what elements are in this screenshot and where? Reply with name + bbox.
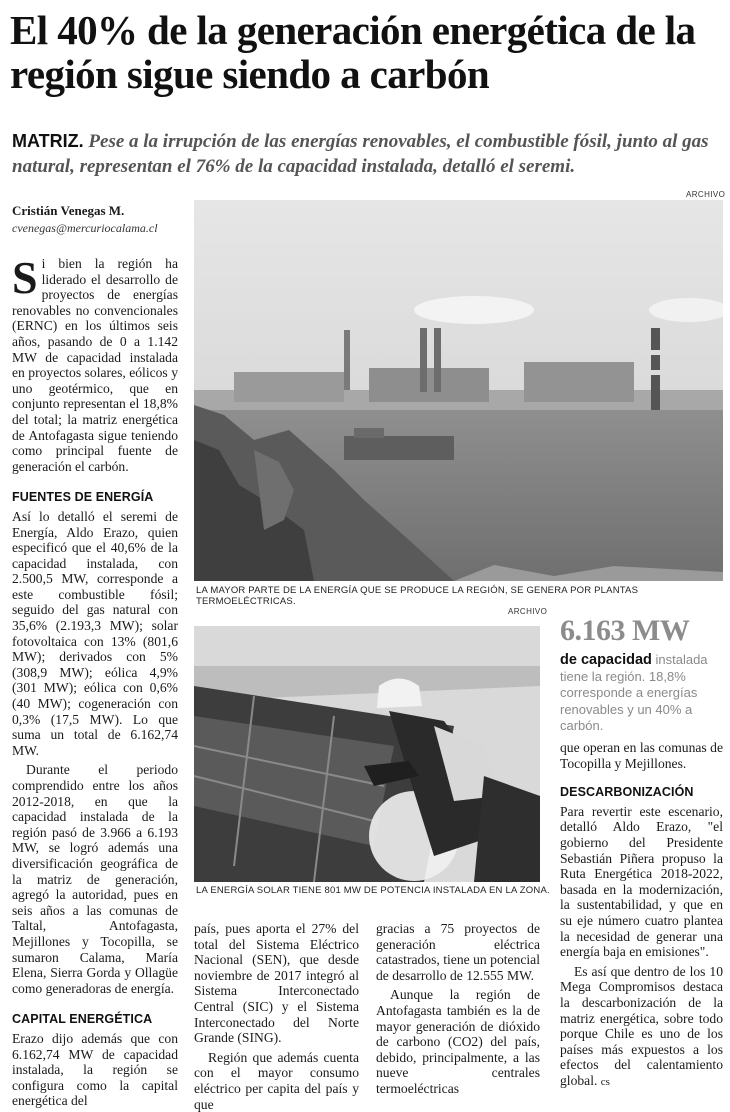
column-3 <box>376 921 540 1097</box>
stat-number: 6.163 MW <box>560 614 690 647</box>
photo1-caption: LA MAYOR PARTE DE LA ENERGÍA QUE SE PRODUCE LA REGIÓN, SE GENERA POR PLANTAS TERMOELÉCTRICAS. <box>196 585 639 607</box>
subhead-capital: CAPITAL ENERGÉTICA <box>12 1012 153 1027</box>
photo-solar-worker <box>194 626 540 882</box>
paragraph: Erazo dijo además que con 6.162,74 MW de capacidad instalada, la región se configura como la capital energética del <box>12 1030 178 1109</box>
power-plant-image <box>194 200 723 581</box>
photo2-caption: LA ENERGÍA SOLAR TIENE 801 MW DE POTENCIA INSTALADA EN LA ZONA. <box>196 885 550 896</box>
photo1-credit: ARCHIVO <box>686 190 726 199</box>
paragraph: Es así que dentro de los 10 Mega Compromisos destaca la descarbonización de la matriz energética, sobre todo porque Chile es uno de los países más expuestos a los efectos del calentamiento global. cs <box>560 963 723 1088</box>
subhead-fuentes: FUENTES DE ENERGÍA <box>12 490 154 505</box>
paragraph: Así lo detalló el seremi de Energía, Aldo Erazo, quien especificó que el 40,6% de la capacidad instalada, con 2.500,5 MW, corresponde a este combustible fósil; seguido del gas natural con 35,6% (2.193,3 MW); solar fotovoltaica con 13% (801,6 MW); derivados con 5% (308,9 MW); eólica 4,9% (301 MW); eólica con 0,6% (40 MW); cogeneración con 0,3% (17,5 MW). Lo que suma un total de 6.162,74 MW. <box>12 508 178 758</box>
photo2-credit: ARCHIVO <box>508 607 548 616</box>
byline-author: Cristián Venegas M. <box>12 203 125 218</box>
paragraph: Para revertir este escenario, detalló Aldo Erazo, "el gobierno del Presidente Sebastián Piñera propuso la Ruta Energética 2018-2022, basada en la modernización, la sustentabilidad, y que en su eje número cuatro plantea la necesidad de generar una energía baja en emisiones". <box>560 803 723 960</box>
headline: El 40% de la generación energética de la región sigue siendo a carbón <box>10 7 696 97</box>
paragraph: Aunque la región de Antofagasta también es la de mayor generación de dióxido de carbono (CO2) del país, debido, principalmente, a las nueve centrales termoeléctricas <box>376 987 540 1096</box>
byline-email[interactable]: cvenegas@mercuriocalama.cl <box>12 221 158 235</box>
drop-cap: S <box>12 252 38 303</box>
stat-box <box>560 652 720 735</box>
paragraph: Durante el periodo comprendido entre los años 2012-2018, en que la capacidad instalada de la región pasó de 3.966 a 6.193 MW, se logró además una diversificación geográfica de la matriz de generación, agregó la autoridad, pues en seis años a las comunas de Taltal, Antofagasta, Mejillones y Tocopilla, se sumaron Calama, María Elena, Sierra Gorda y Ollagüe como generadoras de energía. <box>12 762 178 996</box>
subhead-descarbonizacion: DESCARBONIZACIÓN <box>560 785 694 800</box>
paragraph: país, pues aporta el 27% del total del Sistema Eléctrico Nacional (SEN), que desde noviembre de 2017 integró al Sistema Interconectado Central (SIC) y el Sistema Interconectado del Norte Grande (SING). <box>194 921 359 1046</box>
deck-label: MATRIZ. <box>12 131 84 151</box>
column-4 <box>560 740 723 1090</box>
column-1 <box>12 252 178 1109</box>
stat-text: instalada tiene la región. 18,8% corresponde a energías renovables y un 40% a carbón. <box>560 652 708 733</box>
solar-worker-image <box>194 626 540 882</box>
photo-power-plant <box>194 200 723 581</box>
paragraph: que operan en las comunas de Tocopilla y Mejillones. <box>560 740 723 771</box>
deck <box>12 129 724 179</box>
deck-text: Pese a la irrupción de las energías renovables, el combustible fósil, junto al gas natural, representan el 76% de la capacidad instalada, detalló el seremi. <box>12 131 709 177</box>
paragraph: gracias a 75 proyectos de generación eléctrica catastrados, tiene un potencial de desarrollo de 12.555 MW. <box>376 921 540 983</box>
paragraph: Región que además cuenta con el mayor consumo eléctrico per capita del país y que <box>194 1049 359 1112</box>
stat-lead: de capacidad <box>560 652 652 668</box>
intro-paragraph: Si bien la región ha liderado el desarrollo de proyectos de energías renovables no convencionales (ERNC) en los últimos seis años, pasando de 0 a 1.142 MW de capacidad instalada en proyectos solares, eólicos y uno geotérmico, que en conjunto representan el 18,8% del total; la matriz energética de Antofagasta sigue teniendo como principal fuente de generación el carbón. <box>12 252 178 474</box>
end-mark: cs <box>600 1075 610 1088</box>
column-2 <box>194 921 359 1112</box>
